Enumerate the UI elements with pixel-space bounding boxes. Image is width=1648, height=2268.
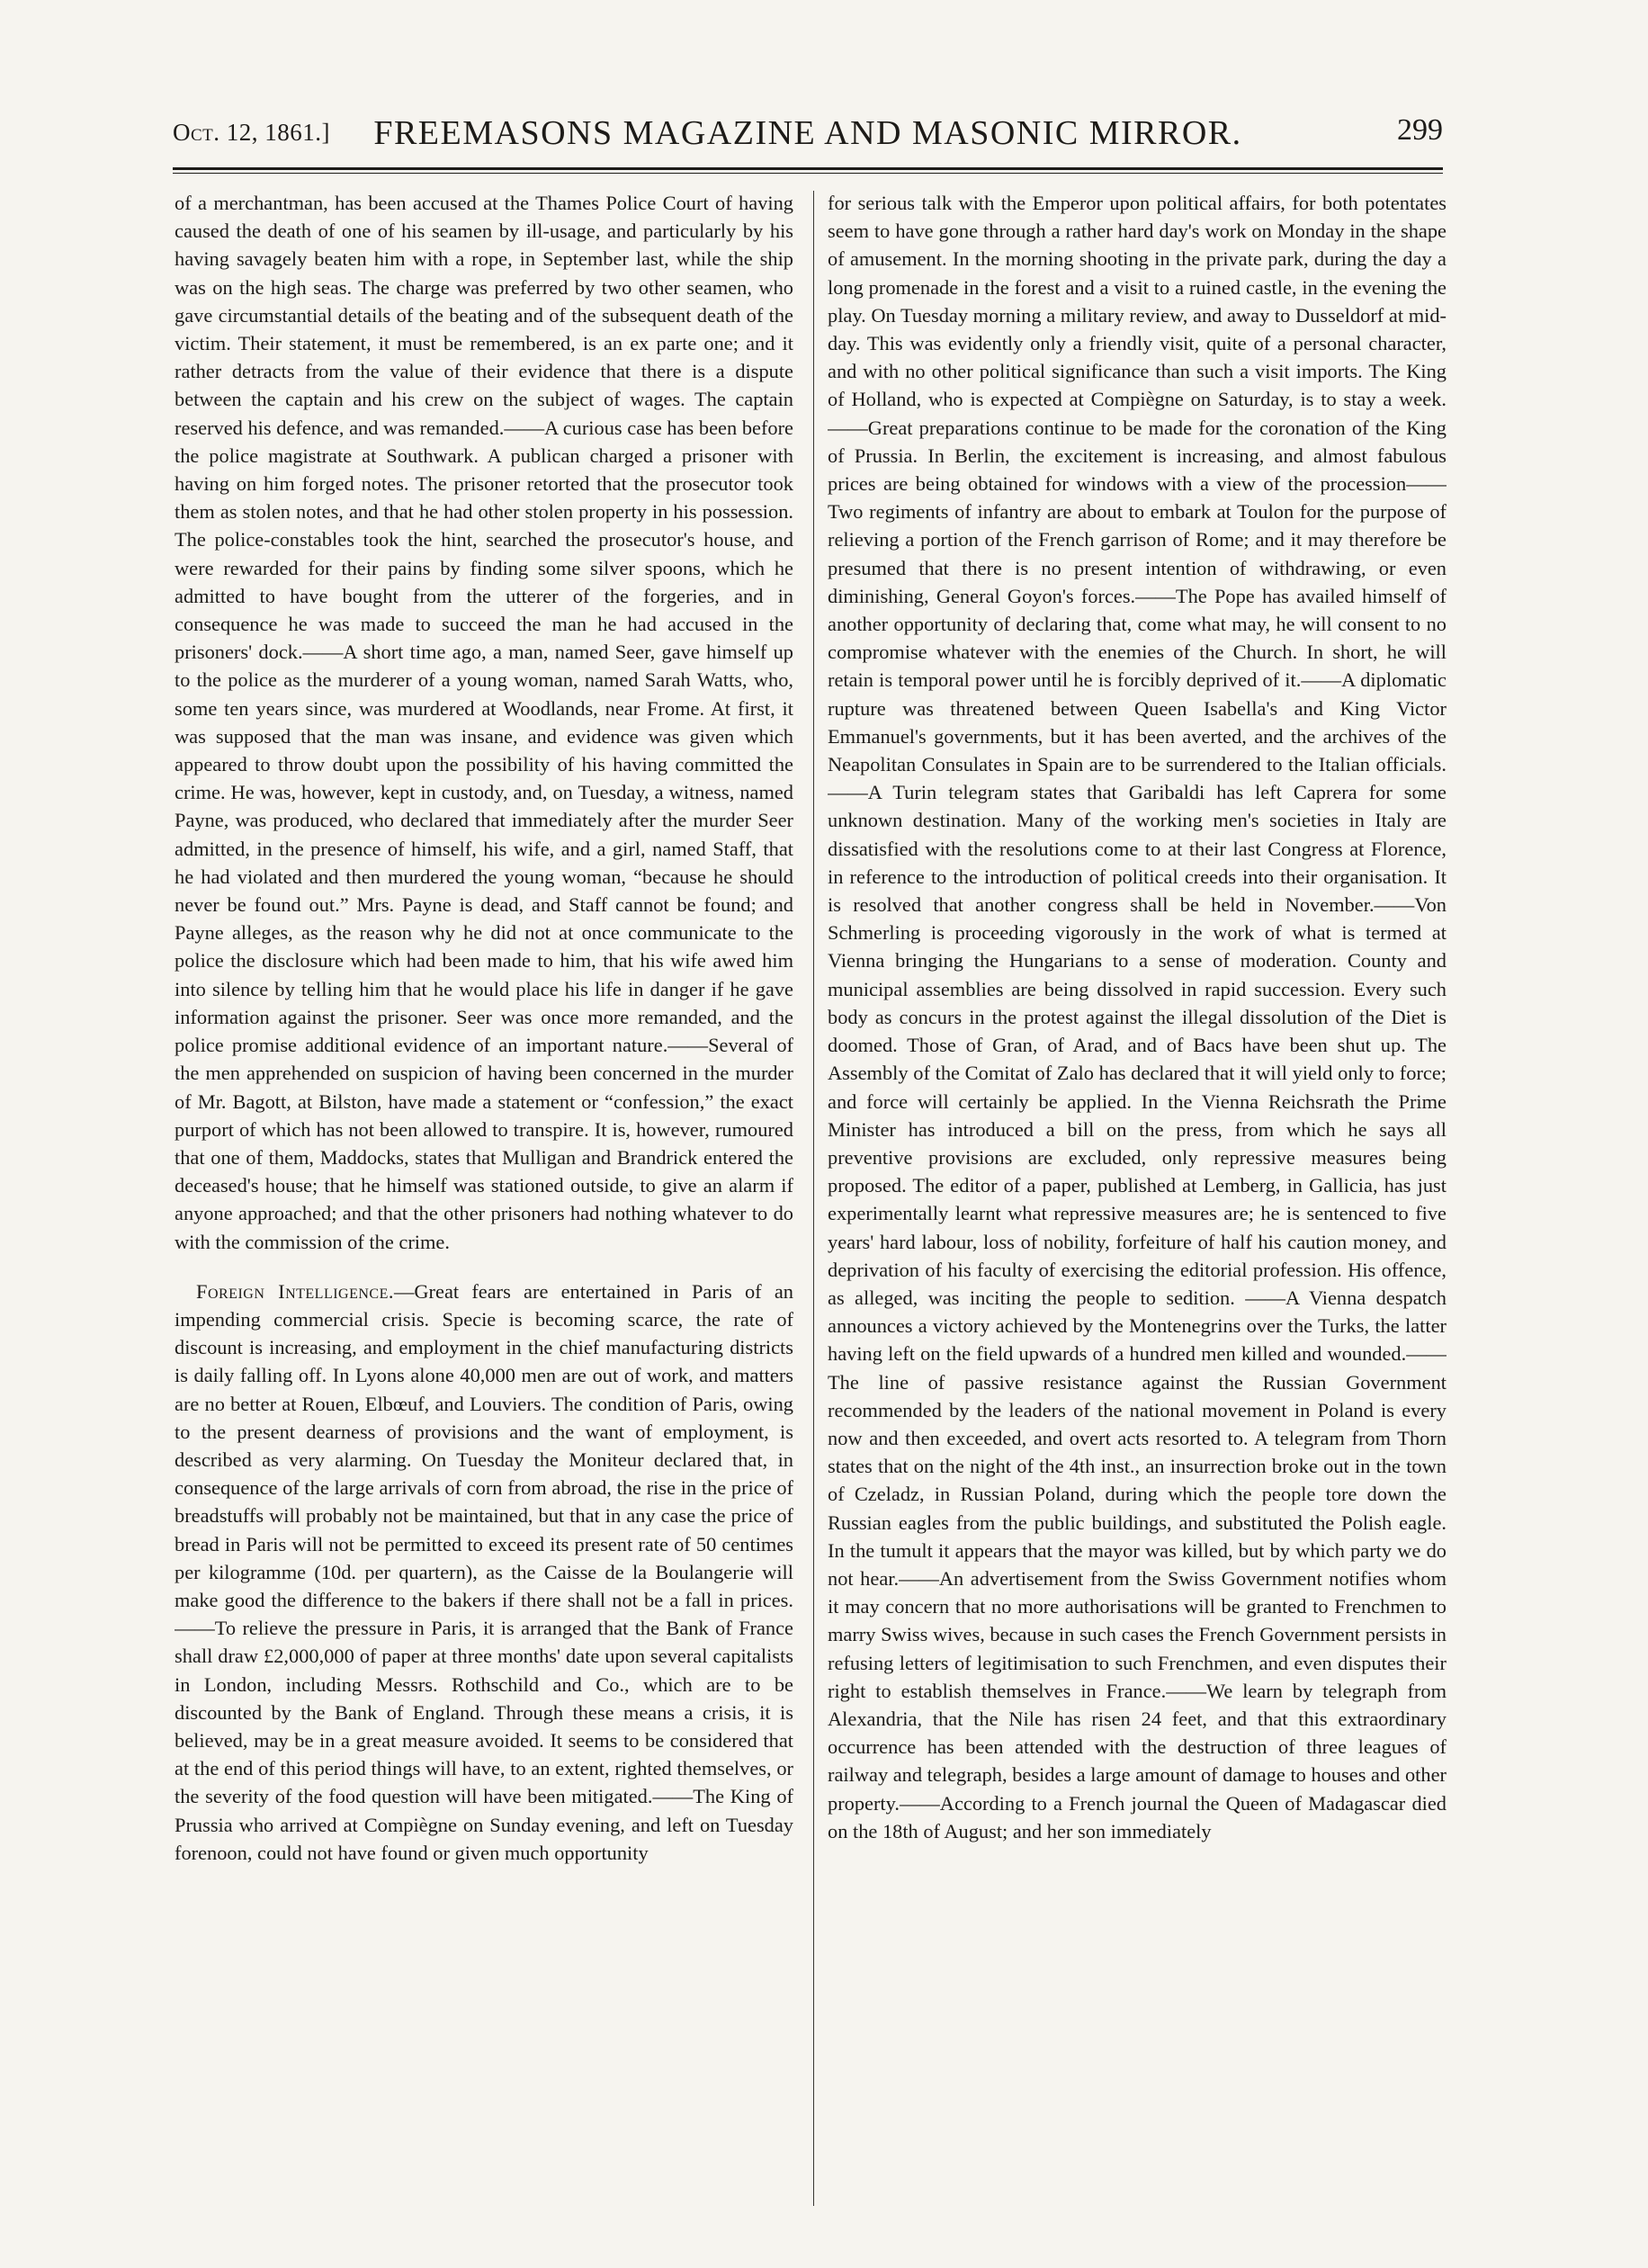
column-divider xyxy=(813,191,814,2206)
right-column xyxy=(828,189,1446,2213)
header-date: Oct. 12, 1861.] xyxy=(173,119,331,146)
right-paragraph-continued: for serious talk with the Emperor upon political affairs, for both potentates seem to have gone through a rather hard day's work on Monday in the shape of amusement. In the morning shooting in the private park, during the day a long promenade in the forest and a visit to a ruined castle, in the evening the play. On Tuesday morning a military review, and away to Dusseldorf at mid-day. This was evidently only a friendly visit, quite of a personal character, and with no other political significance than such a visit imports. The King of Holland, who is expected at Compiègne on Saturday, is to stay a week.——Great preparations continue to be made for the coronation of the King of Prussia. In Berlin, the excitement is increasing, and almost fabulous prices are being obtained for windows with a view of the procession——Two regiments of infantry are about to embark at Toulon for the purpose of relieving a portion of the French garrison of Rome; and it may therefore be presumed that there is no present intention of withdrawing, or even diminishing, General Goyon's forces.——The Pope has availed himself of another opportunity of declaring that, come what may, he will consent to no compromise whatever with the enemies of the Church. In short, he will retain is temporal power until he is forcibly deprived of it.——A diplomatic rupture was threatened between Queen Isabella's and King Victor Emmanuel's governments, but it has been averted, and the archives of the Neapolitan Consulates in Spain are to be surrendered to the Italian officials.——A Turin telegram states that Garibaldi has left Caprera for some unknown destination. Many of the working men's societies in Italy are dissatisfied with the resolutions come to at their last Congress at Florence, in reference to the introduction of political creeds into their organisation. It is resolved that another congress shall be held in November.——Von Schmerling is proceeding vigorously in the work of what is termed at Vienna bringing the Hungarians to a sense of moderation. County and municipal assemblies are being dissolved in rapid succession. Every such body as concurs in the protest against the illegal dissolution of the Diet is doomed. Those of Gran, of Arad, and of Bacs have been shut up. The Assembly of the Comitat of Zalo has declared that it will yield only to force; and force will certainly be applied. In the Vienna Reichsrath the Prime Minister has introduced a bill on the press, from which he says all preventive provisions are excluded, only repressive measures being proposed. The editor of a paper, published at Lemberg, in Gallicia, has just experimentally learnt what repressive measures are; he is sentenced to five years' hard labour, loss of nobility, forfeiture of half his caution money, and deprivation of his faculty of exercising the editorial profession. His offence, as alleged, was inciting the people to sedition. ——A Vienna despatch announces a victory achieved by the Montenegrins over the Turks, the latter having left on the field upwards of a hundred men killed and wounded.—— The line of passive resistance against the Russian Government recommended by the leaders of the national movement in Poland is every now and then exceeded, and overt acts resorted to. A telegram from Thorn states that on the night of the 4th inst., an insurrection broke out in the town of Czeladz, in Russian Poland, during which the people tore down the Russian eagles from the public buildings, and substituted the Polish eagle. In the tumult it appears that the mayor was killed, but by which party we do not hear.——An advertisement from the Swiss Government notifies whom it may concern that no more authorisations will be granted to Frenchmen to marry Swiss wives, because in such cases the French Government persists in refusing letters of legitimisation to such Frenchmen, and even disputes their right to establish themselves in France.——We learn by telegraph from Alexandria, that the Nile has risen 24 feet, and that this extraordinary occurrence has been attended with the destruction of three leagues of railway and telegraph, besides a large amount of damage to houses and other property.——According to a French journal the Queen of Madagascar died on the 18th of August; and her son immediately xyxy=(828,192,1446,1842)
foreign-intelligence-body: —Great fears are entertained in Paris of an impending commercial crisis. Specie is becoming scarce, the rate of discount is increasing, and employment in the chief manufacturing districts is daily falling off. In Lyons alone 40,000 men are out of work, and matters are no better at Rouen, Elbœuf, and Louviers. The condition of Paris, owing to the present dearness of provisions and the want of employment, is described as very alarming. On Tuesday the Moniteur declared that, in consequence of the large arrivals of corn from abroad, the rise in the price of breadstuffs will probably not be maintained, but that in any case the price of bread in Paris will not be permitted to exceed its present rate of 50 centimes per kilogramme (10d. per quartern), as the Caisse de la Boulangerie will make good the difference to the bakers if there shall not be a fall in prices.——To relieve the pressure in Paris, it is arranged that the Bank of France shall draw £2,000,000 of paper at three months' date upon several capitalists in London, including Messrs. Rothschild and Co., which are to be discounted by the Bank of England. Through these means a crisis, it is believed, may be in a great measure avoided. It seems to be considered that at the end of this period things will have, to an extent, righted themselves, or the severity of the food question will have been mitigated.——The King of Prussia who arrived at Compiègne on Sunday evening, and left on Tuesday forenoon, could not have found or given much opportunity xyxy=(175,1279,793,1864)
left-column xyxy=(175,189,793,2213)
left-paragraph-foreign-intelligence xyxy=(175,1277,793,1867)
header-rule-thick xyxy=(173,167,1443,170)
section-heading-foreign-intelligence: Foreign Intelligence. xyxy=(196,1279,394,1303)
page-number: 299 xyxy=(1397,113,1443,147)
publication-title: FREEMASONS MAGAZINE AND MASONIC MIRROR. xyxy=(373,114,1242,152)
page-header xyxy=(173,113,1443,155)
header-rule-thin xyxy=(173,173,1443,174)
left-paragraph-domestic-news: of a merchantman, has been accused at the Thames Police Court of having caused the death of one of his seamen by ill-usage, and particularly by his having savagely beaten him with a rope, in September last, while the ship was on the high seas. The charge was preferred by two other seamen, who gave circumstantial details of the beating and of the subsequent death of the victim. Their statement, it must be remembered, is an ex parte one; and it rather detracts from the value of their evidence that there is a dispute between the captain and his crew on the subject of wages. The captain reserved his defence, and was remanded.——A curious case has been before the police magistrate at Southwark. A publican charged a prisoner with having on him forged notes. The prisoner retorted that the prosecutor took them as stolen notes, and that he had other stolen property in his possession. The police-constables took the hint, searched the prosecutor's house, and were rewarded for their pains by finding some silver spoons, which he admitted to have bought from the utterer of the forgeries, and in consequence he was made to succeed the man he had accused in the prisoners' dock.——A short time ago, a man, named Seer, gave himself up to the police as the murderer of a young woman, named Sarah Watts, who, some ten years since, was murdered at Woodlands, near Frome. At first, it was supposed that the man was insane, and evidence was given which appeared to throw doubt upon the possibility of his having committed the crime. He was, however, kept in custody, and, on Tuesday, a witness, named Payne, was produced, who declared that immediately after the murder Seer admitted, in the presence of himself, his wife, and a girl, named Staff, that he had violated and then murdered the young woman, “because he should never be found out.” Mrs. Payne is dead, and Staff cannot be found; and Payne alleges, as the reason why he did not at once communicate to the police the disclosure which had been made to him, that his wife awed him into silence by telling him that he would place his life in danger if he gave information against the prisoner. Seer was once more remanded, and the police promise additional evidence of an important nature.——Several of the men apprehended on suspicion of having been concerned in the murder of Mr. Bagott, at Bilston, have made a statement or “confession,” the exact purport of which has not been allowed to transpire. It is, however, rumoured that one of them, Maddocks, states that Mulligan and Brandrick entered the deceased's house; that he himself was stationed outside, to give an alarm if anyone approached; and that the other prisoners had nothing whatever to do with the commission of the crime. xyxy=(175,192,793,1253)
